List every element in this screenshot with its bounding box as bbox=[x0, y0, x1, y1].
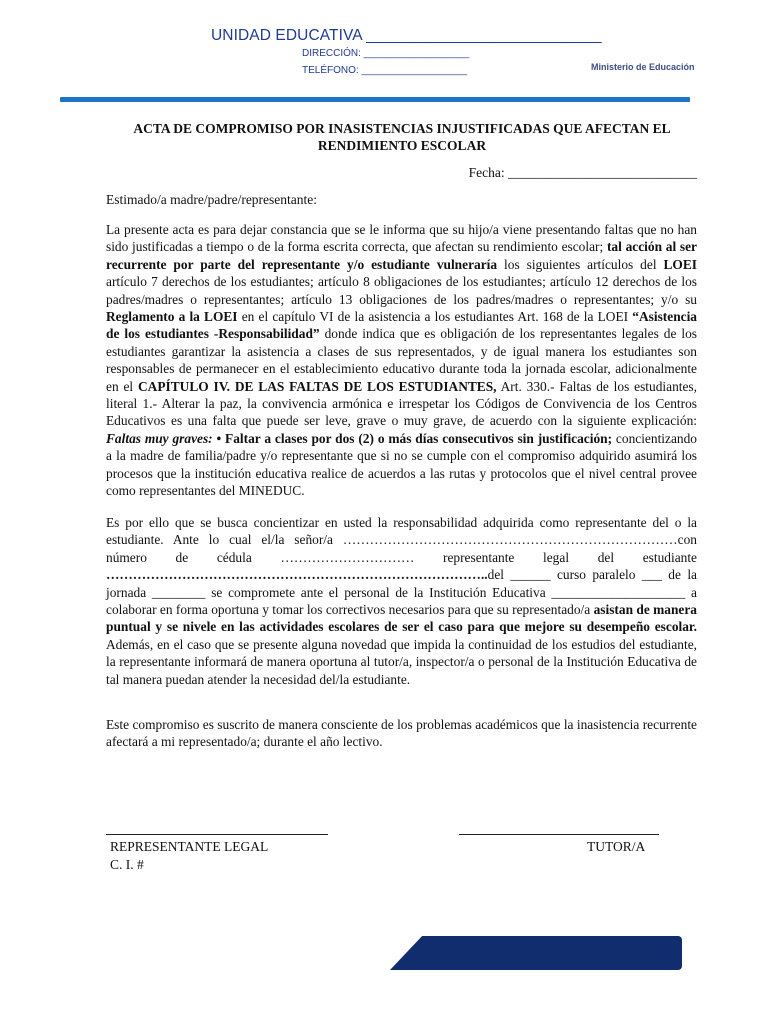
paragraph-legal-basis: La presente acta es para dejar constancia que se le informa que su hijo/a viene presentando faltas que no han sido justificadas a tiempo o de la forma escrita correcta, que afectan su rendimiento escolar; tal acción al ser recurrente por parte del representante y/o estudiante vulneraría los siguientes artículos del LOEI artículo 7 derechos de los estudiantes; artículo 8 obligaciones de los estudiantes; artículo 12 derechos de los padres/madres o representantes; artículo 13 obligaciones de los padres/madres o representantes; y/o su Reglamento a la LOEI en el capítulo VI de la asistencia a los estudiantes Art. 168 de la LOEI “Asistencia de los estudiantes -Responsabilidad” donde indica que es obligación de los representantes legales de los estudiantes garantizar la asistencia a clases de sus representados, y de igual manera los estudiantes son responsables de permanecer en el establecimiento educativo durante toda la jornada escolar, adicionalmente en el CAPÍTULO IV. DE LAS FALTAS DE LOS ESTUDIANTES, Art. 330.- Faltas de los estudiantes, literal 1.- Alterar la paz, la convivencia armónica e irrespetar los Códigos de Convivencia de los Centros Educativos es una falta que puede ser leve, grave o muy grave, de acuerdo con la siguiente explicación: Faltas muy graves: • Faltar a clases por dos (2) o más días consecutivos sin justificación; concientizando a la madre de familia/padre y/o representante que si no se cumple con el compromiso adquirido asumirá los procesos que la institución educativa realice de acuerdos a las rutas y protocolos que el nivel central provee como representantes del MINEDUC. bbox=[106, 222, 698, 499]
date-field: Fecha: ____________________________ bbox=[468, 165, 697, 180]
ministry-logo-text: Ministerio de Educación bbox=[591, 62, 695, 72]
tutor-label: TUTOR/A bbox=[587, 839, 646, 854]
paragraph-closing: Este compromiso es suscrito de manera consciente de los problemas académicos que la inasistencia recurrente afectará a mi representado/a; durante el año lectivo. bbox=[106, 717, 697, 750]
representative-label: REPRESENTANTE LEGAL bbox=[110, 839, 269, 854]
address-field: DIRECCIÓN: ___________________ bbox=[302, 48, 470, 59]
header-divider bbox=[60, 97, 690, 102]
signature-line-tutor bbox=[459, 834, 659, 835]
signature-line-representative bbox=[106, 834, 328, 835]
id-number-label: C. I. # bbox=[110, 857, 144, 872]
document-title: ACTA DE COMPROMISO POR INASISTENCIAS INJUSTIFICADAS QUE AFECTAN EL RENDIMIENTO ESCOLAR bbox=[133, 121, 671, 153]
school-name-field: UNIDAD EDUCATIVA ___________________________ bbox=[211, 27, 602, 44]
footer-decoration bbox=[390, 936, 682, 970]
phone-field: TELÉFONO: ___________________ bbox=[302, 65, 468, 76]
paragraph-commitment: Es por ello que se busca concientizar en usted la responsabilidad adquirida como representante del o la estudiante. Ante lo cual el/la señor/a …………………………………………………………………con número de cédula ………………………… representante legal del estudiante …………………………………………………………………………..del ______ curso paralelo ___ de la jornada ________ se compromete ante el personal de la Institución Educativa ____________________ a colaborar en forma oportuna y tomar los correctivos necesarios para que su representado/a asistan de manera puntual y se nivele en las actividades escolares de ser el caso para que mejore su desempeño escolar. Además, en el caso que se presente alguna novedad que impida la continuidad de los estudios del estudiante, la representante informará de manera oportuna al tutor/a, inspector/a o personal de la Institución Educativa de tal manera puedan atender la necesidad del/la estudiante. bbox=[106, 515, 698, 687]
greeting: Estimado/a madre/padre/representante: bbox=[106, 192, 318, 207]
